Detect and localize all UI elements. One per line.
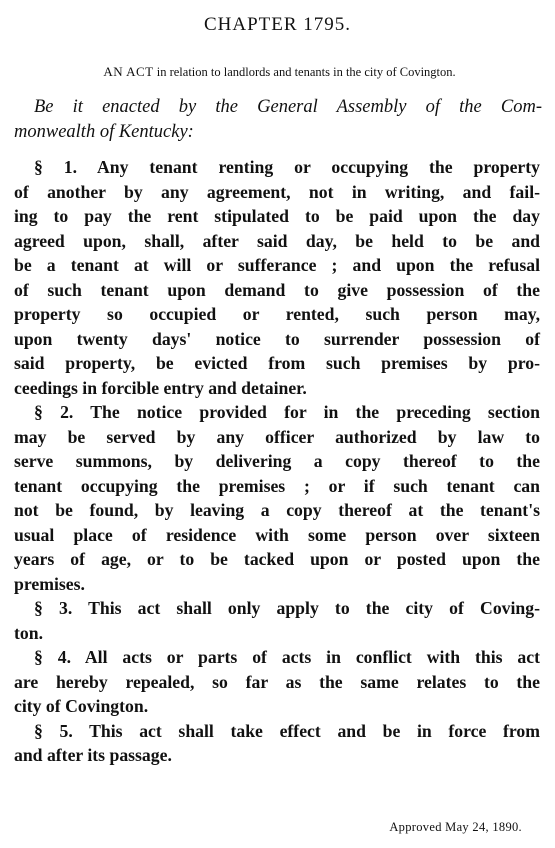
act-title-text: in relation to landlords and tenants in the city of Covington. (153, 65, 456, 79)
text-line: said property, be evicted from such premises by pro- (14, 353, 540, 373)
text-line: § 5. This act shall take effect and be in force from (34, 720, 540, 741)
text-line: § 3. This act shall only apply to the city of Coving- (34, 598, 540, 618)
text-line: property so occupied or rented, such person may, (14, 304, 540, 324)
text-line: § 1. Any tenant renting or occupying the property (34, 157, 540, 177)
section-4 (14, 645, 540, 719)
text-line: city of Covington. (14, 696, 149, 716)
text-line: years of age, or to be tacked upon or posted upon the (14, 549, 540, 569)
text-line: ing to pay the rent stipulated to be paid upon the day (14, 206, 540, 226)
enacting-clause (14, 95, 542, 145)
text-line: § 4. All acts or parts of acts in conflict with this act (34, 647, 540, 667)
section-5 (14, 719, 540, 768)
text-line: upon twenty days' notice to surrender possession of (14, 328, 540, 349)
text-line: § 2. The notice provided for in the preceding section (34, 402, 540, 422)
text-line: ton. (14, 622, 43, 643)
text-line: of another by any agreement, not in writing, and fail- (14, 181, 540, 202)
text-line: usual place of residence with some person over sixteen (14, 524, 540, 545)
text-line: ceedings in forcible entry and detainer. (14, 377, 307, 398)
act-title-lead: AN ACT (103, 64, 154, 79)
chapter-heading: CHAPTER 1795. (203, 14, 352, 35)
text-line: agreed upon, shall, after said day, be held to be and (14, 230, 540, 251)
text-line: serve summons, by delivering a copy thereof to the (14, 451, 540, 471)
text-line: tenant occupying the premises ; or if such tenant can (14, 475, 540, 496)
text-line: and after its passage. (14, 745, 172, 765)
section-2 (14, 400, 540, 596)
section-1 (14, 155, 540, 400)
text-line: of such tenant upon demand to give possession of the (14, 279, 540, 300)
enacting-line: Be it enacted by the General Assembly of the Com- (34, 97, 542, 117)
act-title (12, 64, 547, 80)
text-line: not be found, by leaving a copy thereof at the tenant's (14, 500, 540, 520)
enacting-line: monwealth of Kentucky: (14, 122, 194, 142)
text-line: may be served by any officer authorized by law to (14, 426, 540, 447)
text-line: are hereby repealed, so far as the same relates to the (14, 671, 540, 692)
act-body (14, 155, 540, 768)
text-line: be a tenant at will or sufferance ; and upon the refusal (14, 255, 540, 275)
section-3 (14, 596, 540, 645)
approval-date: Approved May 24, 1890. (389, 820, 522, 834)
text-line: premises. (14, 573, 85, 594)
